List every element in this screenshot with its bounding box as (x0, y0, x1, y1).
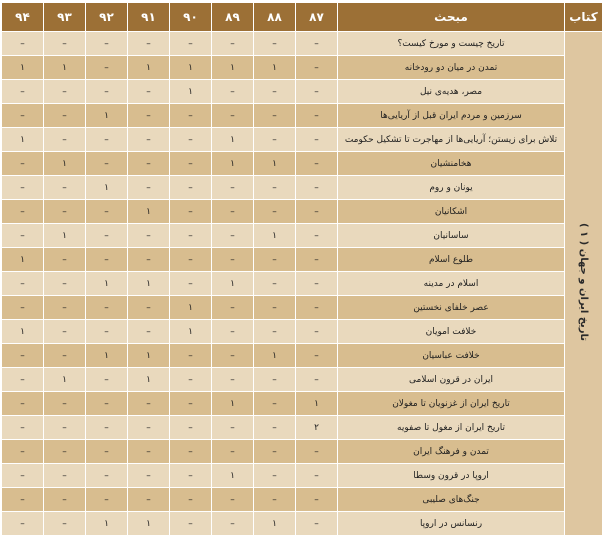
table-row (2, 344, 603, 368)
topic-cell: اروپا در قرون وسطا (338, 464, 565, 488)
year-value-cell: – (170, 224, 212, 248)
year-value-cell: ۱ (212, 272, 254, 296)
year-value-cell: – (44, 464, 86, 488)
year-value-cell: ۱ (128, 56, 170, 80)
topic-cell: هخامنشیان (338, 152, 565, 176)
year-value-cell: – (254, 32, 296, 56)
table-row (2, 104, 603, 128)
year-value-cell: – (44, 416, 86, 440)
table-row (2, 80, 603, 104)
year-value-cell: – (86, 224, 128, 248)
table-body (2, 32, 603, 536)
year-value-cell: – (170, 248, 212, 272)
year-header: ۸۷ (296, 3, 338, 32)
table-row (2, 224, 603, 248)
table-row (2, 464, 603, 488)
year-value-cell: – (296, 344, 338, 368)
year-value-cell: – (296, 464, 338, 488)
year-value-cell: ۲ (296, 416, 338, 440)
year-value-cell: – (212, 224, 254, 248)
year-value-cell: ۱ (212, 392, 254, 416)
year-value-cell: ۱ (296, 392, 338, 416)
year-value-cell: – (86, 320, 128, 344)
year-value-cell: – (86, 128, 128, 152)
year-value-cell: – (2, 104, 44, 128)
year-header: ۹۰ (170, 3, 212, 32)
year-value-cell: ۱ (170, 80, 212, 104)
year-value-cell: – (86, 152, 128, 176)
year-value-cell: – (254, 368, 296, 392)
year-value-cell: – (128, 152, 170, 176)
year-value-cell: – (86, 296, 128, 320)
topic-cell: رنسانس در اروپا (338, 512, 565, 536)
year-value-cell: – (296, 296, 338, 320)
year-value-cell: ۱ (2, 56, 44, 80)
year-header: ۹۴ (2, 3, 44, 32)
year-value-cell: – (254, 488, 296, 512)
year-value-cell: – (2, 80, 44, 104)
year-value-cell: – (44, 512, 86, 536)
year-value-cell: – (2, 176, 44, 200)
year-value-cell: – (86, 440, 128, 464)
year-value-cell: – (86, 248, 128, 272)
year-header: ۹۱ (128, 3, 170, 32)
year-value-cell: ۱ (2, 128, 44, 152)
topic-cell: عصر خلفای نخستین (338, 296, 565, 320)
year-value-cell: – (212, 320, 254, 344)
year-value-cell: ۱ (44, 224, 86, 248)
year-value-cell: – (128, 440, 170, 464)
year-value-cell: – (212, 440, 254, 464)
year-value-cell: – (2, 464, 44, 488)
year-value-cell: – (254, 392, 296, 416)
year-value-cell: ۱ (44, 368, 86, 392)
year-value-cell: – (44, 440, 86, 464)
year-value-cell: – (44, 392, 86, 416)
year-value-cell: ۱ (128, 368, 170, 392)
year-value-cell: – (296, 80, 338, 104)
year-value-cell: – (44, 104, 86, 128)
topic-cell: طلوع اسلام (338, 248, 565, 272)
year-value-cell: – (212, 200, 254, 224)
year-value-cell: – (44, 344, 86, 368)
year-value-cell: – (128, 320, 170, 344)
table-row (2, 512, 603, 536)
year-value-cell: – (212, 104, 254, 128)
year-value-cell: – (170, 272, 212, 296)
year-value-cell: – (212, 296, 254, 320)
year-value-cell: – (44, 296, 86, 320)
year-value-cell: – (254, 296, 296, 320)
year-value-cell: ۱ (44, 56, 86, 80)
year-value-cell: – (254, 176, 296, 200)
topic-cell: ایران در قرون اسلامی (338, 368, 565, 392)
year-value-cell: ۱ (2, 248, 44, 272)
topic-cell: اشکانیان (338, 200, 565, 224)
year-value-cell: – (296, 56, 338, 80)
year-value-cell: – (296, 32, 338, 56)
year-value-cell: – (296, 272, 338, 296)
year-value-cell: – (170, 344, 212, 368)
year-value-cell: ۱ (2, 320, 44, 344)
year-value-cell: – (170, 416, 212, 440)
year-value-cell: – (254, 104, 296, 128)
topic-cell: خلافت امویان (338, 320, 565, 344)
year-value-cell: – (44, 272, 86, 296)
topic-cell: سرزمین و مردم ایران قبل از آریایی‌ها (338, 104, 565, 128)
header-row (2, 3, 603, 32)
year-value-cell: – (2, 368, 44, 392)
topic-cell: تاریخ ایران از مغول تا صفویه (338, 416, 565, 440)
year-value-cell: – (170, 440, 212, 464)
year-value-cell: – (170, 488, 212, 512)
table-row (2, 368, 603, 392)
year-value-cell: ۱ (86, 344, 128, 368)
year-value-cell: – (2, 512, 44, 536)
year-value-cell: – (2, 344, 44, 368)
table-row (2, 392, 603, 416)
book-cell (565, 32, 603, 536)
year-value-cell: – (128, 128, 170, 152)
topic-cell: تاریخ ایران از غزنویان تا مغولان (338, 392, 565, 416)
table-row (2, 248, 603, 272)
year-header: ۹۳ (44, 3, 86, 32)
year-value-cell: – (2, 224, 44, 248)
year-value-cell: – (254, 128, 296, 152)
book-header: کتاب (565, 3, 603, 32)
year-value-cell: – (44, 32, 86, 56)
year-value-cell: – (254, 248, 296, 272)
year-value-cell: – (170, 152, 212, 176)
year-value-cell: – (296, 512, 338, 536)
year-value-cell: – (128, 224, 170, 248)
year-value-cell: – (254, 464, 296, 488)
topic-cell: تاریخ چیست و مورخ کیست؟ (338, 32, 565, 56)
year-value-cell: – (2, 200, 44, 224)
table-row (2, 416, 603, 440)
year-value-cell: – (2, 272, 44, 296)
year-header: ۹۲ (86, 3, 128, 32)
year-value-cell: ۱ (86, 272, 128, 296)
year-value-cell: – (86, 56, 128, 80)
topic-header: مبحث (338, 3, 565, 32)
topic-cell: تمدن در میان دو رودخانه (338, 56, 565, 80)
year-value-cell: – (44, 128, 86, 152)
year-value-cell: – (86, 200, 128, 224)
year-value-cell: ۱ (128, 512, 170, 536)
year-value-cell: – (86, 416, 128, 440)
topic-cell: خلافت عباسیان (338, 344, 565, 368)
year-value-cell: – (128, 392, 170, 416)
year-value-cell: – (128, 80, 170, 104)
year-value-cell: – (86, 392, 128, 416)
year-header: ۸۸ (254, 3, 296, 32)
book-name: تاریخ ایران و جهان ( ۱ ) (578, 222, 589, 342)
year-header: ۸۹ (212, 3, 254, 32)
year-value-cell: ۱ (254, 512, 296, 536)
year-value-cell: ۱ (170, 320, 212, 344)
year-value-cell: – (212, 512, 254, 536)
year-value-cell: – (128, 464, 170, 488)
year-value-cell: – (296, 368, 338, 392)
year-value-cell: – (212, 416, 254, 440)
year-value-cell: – (128, 488, 170, 512)
year-value-cell: ۱ (212, 152, 254, 176)
table-row (2, 320, 603, 344)
year-value-cell: – (212, 176, 254, 200)
table-row (2, 272, 603, 296)
year-value-cell: – (296, 224, 338, 248)
topic-cell: تلاش برای زیستن؛ آریایی‌ها از مهاجرت تا تشکیل حکومت (338, 128, 565, 152)
year-value-cell: – (212, 32, 254, 56)
year-value-cell: ۱ (254, 152, 296, 176)
year-value-cell: ۱ (254, 344, 296, 368)
year-value-cell: – (2, 440, 44, 464)
year-value-cell: ۱ (44, 152, 86, 176)
topic-cell: تمدن و فرهنگ ایران (338, 440, 565, 464)
year-value-cell: ۱ (254, 56, 296, 80)
year-value-cell: – (254, 272, 296, 296)
topic-cell: اسلام در مدینه (338, 272, 565, 296)
year-value-cell: – (128, 176, 170, 200)
year-value-cell: ۱ (254, 224, 296, 248)
topic-cell: جنگ‌های صلیبی (338, 488, 565, 512)
year-value-cell: – (170, 200, 212, 224)
year-value-cell: – (2, 296, 44, 320)
year-value-cell: – (86, 32, 128, 56)
year-value-cell: – (2, 488, 44, 512)
year-value-cell: – (296, 248, 338, 272)
year-value-cell: – (296, 320, 338, 344)
year-value-cell: – (170, 128, 212, 152)
year-value-cell: – (2, 416, 44, 440)
year-value-cell: – (44, 248, 86, 272)
year-value-cell: – (128, 416, 170, 440)
year-value-cell: – (296, 488, 338, 512)
year-value-cell: – (254, 440, 296, 464)
table-row (2, 200, 603, 224)
year-value-cell: ۱ (170, 56, 212, 80)
year-value-cell: ۱ (212, 128, 254, 152)
year-value-cell: – (170, 392, 212, 416)
year-value-cell: ۱ (86, 176, 128, 200)
year-value-cell: – (86, 80, 128, 104)
year-value-cell: – (254, 200, 296, 224)
year-value-cell: ۱ (86, 104, 128, 128)
table-row (2, 128, 603, 152)
table-row (2, 56, 603, 80)
table-row (2, 176, 603, 200)
year-value-cell: – (212, 344, 254, 368)
year-value-cell: ۱ (212, 56, 254, 80)
year-value-cell: – (254, 80, 296, 104)
year-value-cell: – (128, 296, 170, 320)
topic-cell: ساسانیان (338, 224, 565, 248)
year-value-cell: – (296, 128, 338, 152)
year-value-cell: – (170, 368, 212, 392)
year-value-cell: – (170, 104, 212, 128)
year-value-cell: – (128, 32, 170, 56)
topic-cell: یونان و روم (338, 176, 565, 200)
exam-topics-table (1, 2, 603, 536)
year-value-cell: – (44, 80, 86, 104)
year-value-cell: – (2, 392, 44, 416)
year-value-cell: – (86, 464, 128, 488)
year-value-cell: – (44, 488, 86, 512)
year-value-cell: – (2, 152, 44, 176)
table-row (2, 440, 603, 464)
year-value-cell: – (254, 320, 296, 344)
year-value-cell: ۱ (128, 272, 170, 296)
year-value-cell: ۱ (170, 296, 212, 320)
year-value-cell: – (170, 512, 212, 536)
year-value-cell: ۱ (128, 344, 170, 368)
year-value-cell: – (170, 176, 212, 200)
year-value-cell: – (254, 416, 296, 440)
topic-cell: مصر، هدیه‌ی نیل (338, 80, 565, 104)
year-value-cell: – (296, 176, 338, 200)
table-row (2, 488, 603, 512)
table-row (2, 152, 603, 176)
year-value-cell: – (44, 176, 86, 200)
year-value-cell: – (86, 488, 128, 512)
year-value-cell: – (296, 200, 338, 224)
year-value-cell: – (170, 464, 212, 488)
year-value-cell: – (128, 248, 170, 272)
year-value-cell: ۱ (212, 464, 254, 488)
year-value-cell: – (128, 104, 170, 128)
year-value-cell: – (296, 152, 338, 176)
year-value-cell: – (170, 32, 212, 56)
year-value-cell: – (86, 368, 128, 392)
year-value-cell: – (212, 488, 254, 512)
year-value-cell: – (44, 320, 86, 344)
year-value-cell: – (212, 80, 254, 104)
year-value-cell: – (2, 32, 44, 56)
year-value-cell: – (296, 440, 338, 464)
table-row (2, 296, 603, 320)
year-value-cell: – (212, 368, 254, 392)
table-row (2, 32, 603, 56)
year-value-cell: ۱ (128, 200, 170, 224)
year-value-cell: ۱ (86, 512, 128, 536)
year-value-cell: – (44, 200, 86, 224)
year-value-cell: – (296, 104, 338, 128)
year-value-cell: – (212, 248, 254, 272)
